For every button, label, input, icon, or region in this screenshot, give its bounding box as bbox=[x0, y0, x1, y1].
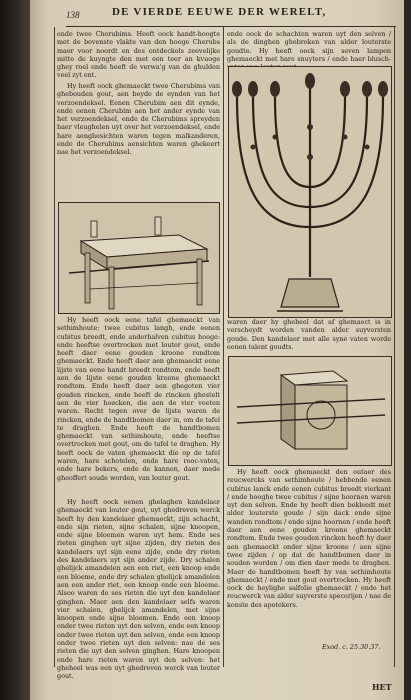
binding-shadow bbox=[0, 0, 30, 700]
altar-figure bbox=[228, 356, 392, 466]
column-divider bbox=[223, 27, 224, 667]
left-para-3: Hy heeft oock eene tafel ghemaeckt van sethimhoute: twee cubitus langh, ende eenen cubitus breedt, ende anderhalven cubitus hooge: ende heeftse overtrocken met louter gout, ende heeft daer eene gouden kroone rondtom ghemaeckt. Ende heeft daer aen ghemaeckt eene lijste van eene handt breedt rondtom, ende heeft aen de lijste eene gouden kroone ghemaeckt rondtom. Ende heeft daer aen ghegoten vier gouden rincken, ende heeft de rincken ghestelt aen de vier hoecken, die aen de vier voeten waren. Recht tegen over de lijste waren de rincken, ende de handtbomen daer in, om de tafel te draghen. Ende heeft de handtbomen ghemaeckt van sethimhoute, ende heeftse overtrocken met gout, om de tafel te draghen. Hy heeft oock de vaten ghemaeckt die op de tafel waren, hare schotelen, ende hare rooc-vaten, ende hare bekers, ende de kannen, daer mede gheoffert soude worden, van louter gout. bbox=[57, 316, 220, 482]
left-border-rule bbox=[54, 27, 55, 667]
table-figure bbox=[58, 202, 220, 314]
running-head: DE VIERDE EEUWE DER WERELT, bbox=[112, 6, 327, 18]
right-border-rule bbox=[394, 27, 395, 667]
page-number: 138 bbox=[66, 10, 80, 20]
altar-illustration bbox=[229, 357, 391, 465]
menorah-illustration bbox=[229, 67, 391, 317]
left-para-1: ende twee Cherubims. Heeft oock handt-hoogte met de bovenste vlakte van den hooge Cherubs maer voor noordt en des ontdeckels zeevelijke mitte de kuyngte den met een teer an kvuoge ghey roel ende heeft de verwa'g van de ghulden veel zyt ent. bbox=[57, 30, 220, 80]
right-para-2: waren daer hy gheheel dat af ghemaect is in verscheydt worden vanden alder suyversten goude. Den kandelaer met alle syne vaten worde eenen talent goudts. bbox=[227, 318, 391, 351]
menorah-figure bbox=[228, 66, 392, 318]
header-rule bbox=[66, 26, 396, 27]
left-para-2: Hy heeft oock ghemaeckt twee Cherubims van ghebouden gout, aen beyde de eynden van het verzoendeksel. Eenen Cherubim aen dit eynde, ende eenen Cherubim aen het ander eynde van het verzoendeksel, ende de Cherubims spreyden haer vleughelen uyt over het verzoendeksel, ende hare aenghesichten waren tegen malkanderen, ende de Cherubims aensichten waren ghekeert nae het verzoendeksel. bbox=[57, 82, 220, 157]
table-illustration bbox=[59, 203, 219, 313]
catchword: HET bbox=[372, 682, 392, 692]
scripture-reference: Exod. c. 25.30.37. bbox=[322, 643, 381, 651]
right-para-3: Hy heeft oock ghemaeckt den outaer des reucwercks van sethimhoute / hebbende eenen cubitus lanck ende eenen cubitus breedt vierkant / ende hooghe twee cubitus / sijne hoornen waren uyt den selven. Ende hy heeft dien bekleedt met alder louterste goude / sijn dack ende sijne wanden rondtom / ende sijne hoornen / ende heeft daer aen eene gouden kroone ghemaeckt rondtom. Ende twee gouden rincken heeft hy daer aen ghemaeckt onder sijne kroone / aen sijne twee zijden / op dat de handtbomen daer in souden worden / om dien daer mede te draghen. Maer de handtbomen heeft hy van sethimhoute ghemaeckt / ende met gout overtrocken. Hy heeft oock de heylighe salfolie ghemaeckt / ende het reucwerck van alder suyverste specerijen / nae de konste des apotekers. bbox=[227, 468, 391, 609]
left-para-4: Hy heeft oock eenen ghelaghen kandelaer ghemaeckt van louter gout, uyt ghedreven werck heeft hy den kandelaer ghemaeckt, zijn schacht, ende sijn rieten, sijne schalen, sijne knoopen, ende sijne bloemen waren uyt hem. Ende ses rieten ginghen uyt sijne zijden, dry rieten des kandelaers uyt sijn eene zijde, ende dry rieten des kandelaers uyt sijn ander zijde. Dry schalen ghelijck amandelen aen een riet, een knoop ende een bloeme, ende dry schalen ghelijck amandelen aen een ander riet, een knoop ende een bloeme. Alsoo waren de ses rieten die uyt den kandelaer ginghen. Maer aen den kandelaer selfs waren vier schalen, ghelijck amandelen, met sijne knoopen ende sijne bloemen. Ende een knoop onder twee rieten uyt den selven, ende een knoop onder twee rieten uyt den selven, ende een knoop onder twee rieten uyt den selven: nae de ses rieten die uyt den selven ginghen. Hare knoopen ende hare rieten waren uyt den selven: het gheheel was een uyt ghedreven werck van louter gout. bbox=[57, 498, 220, 681]
right-para-1: ende oock de schachten waren uyt den selven / als de dinghen ghebroken van alder louterste goudte. Hy heeft oock sijn seven lampen ghemaeckt met hare snuyters / ende haer blusch- bbox=[227, 30, 391, 63]
